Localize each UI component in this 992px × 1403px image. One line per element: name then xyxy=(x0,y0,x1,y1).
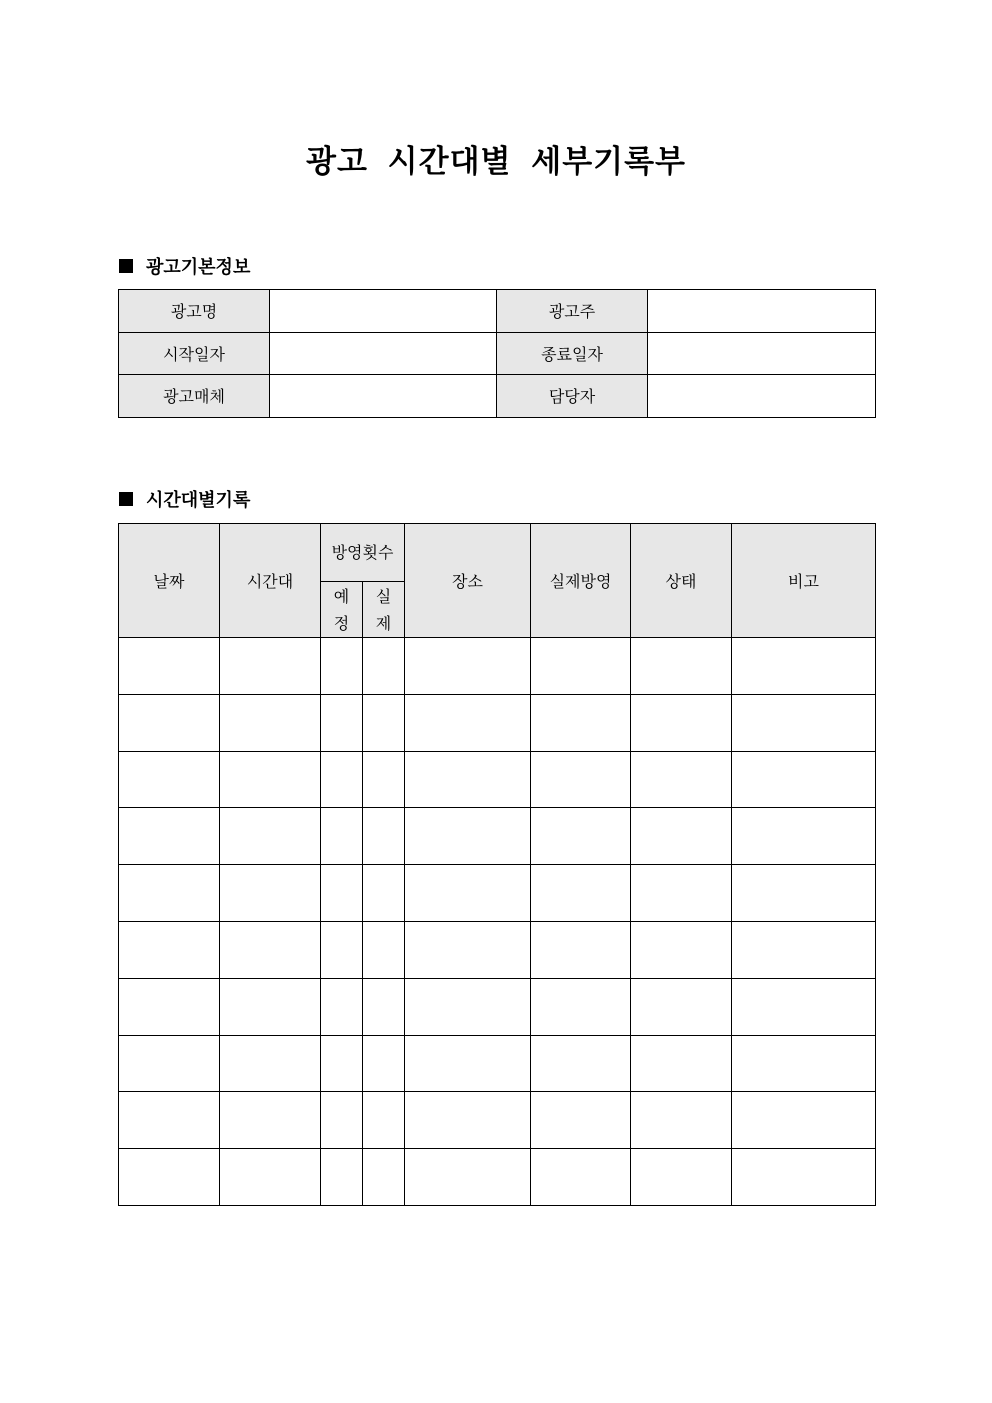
location-cell[interactable] xyxy=(405,751,531,808)
time-slot-cell[interactable] xyxy=(220,694,321,751)
status-cell[interactable] xyxy=(631,751,732,808)
date-cell[interactable] xyxy=(119,1035,220,1092)
planned-count-cell[interactable] xyxy=(321,1149,363,1206)
section-heading-label: 광고기본정보 xyxy=(146,257,251,278)
actual-count-cell[interactable] xyxy=(363,751,405,808)
remarks-cell[interactable] xyxy=(732,638,876,695)
remarks-cell[interactable] xyxy=(732,1035,876,1092)
actual-broadcast-cell[interactable] xyxy=(531,808,631,865)
date-cell[interactable] xyxy=(119,638,220,695)
remarks-cell[interactable] xyxy=(732,921,876,978)
actual-count-cell[interactable] xyxy=(363,1035,405,1092)
actual-count-cell[interactable] xyxy=(363,808,405,865)
info-value-field[interactable] xyxy=(270,290,497,333)
table-row xyxy=(119,1035,876,1092)
column-header-location: 장소 xyxy=(405,524,531,638)
table-row xyxy=(119,638,876,695)
actual-count-cell[interactable] xyxy=(363,1092,405,1149)
status-cell[interactable] xyxy=(631,694,732,751)
square-bullet-icon xyxy=(119,259,133,273)
actual-count-cell[interactable] xyxy=(363,865,405,922)
info-row xyxy=(119,375,876,418)
planned-count-cell[interactable] xyxy=(321,808,363,865)
status-cell[interactable] xyxy=(631,808,732,865)
planned-count-cell[interactable] xyxy=(321,1092,363,1149)
status-cell[interactable] xyxy=(631,978,732,1035)
table-row xyxy=(119,921,876,978)
remarks-cell[interactable] xyxy=(732,865,876,922)
column-header-actual-broadcast: 실제방영 xyxy=(531,524,631,638)
actual-count-cell[interactable] xyxy=(363,694,405,751)
time-slot-cell[interactable] xyxy=(220,638,321,695)
actual-broadcast-cell[interactable] xyxy=(531,978,631,1035)
location-cell[interactable] xyxy=(405,1035,531,1092)
location-cell[interactable] xyxy=(405,1092,531,1149)
planned-count-cell[interactable] xyxy=(321,694,363,751)
time-slot-cell[interactable] xyxy=(220,1092,321,1149)
location-cell[interactable] xyxy=(405,921,531,978)
remarks-cell[interactable] xyxy=(732,751,876,808)
actual-broadcast-cell[interactable] xyxy=(531,751,631,808)
location-cell[interactable] xyxy=(405,808,531,865)
location-cell[interactable] xyxy=(405,865,531,922)
date-cell[interactable] xyxy=(119,808,220,865)
actual-broadcast-cell[interactable] xyxy=(531,1149,631,1206)
time-slot-cell[interactable] xyxy=(220,978,321,1035)
status-cell[interactable] xyxy=(631,1035,732,1092)
column-header-date: 날짜 xyxy=(119,524,220,638)
info-value-field[interactable] xyxy=(648,290,876,333)
info-label: 종료일자 xyxy=(497,332,648,375)
status-cell[interactable] xyxy=(631,921,732,978)
actual-broadcast-cell[interactable] xyxy=(531,865,631,922)
section-heading-basic-info xyxy=(119,253,250,279)
date-cell[interactable] xyxy=(119,1149,220,1206)
info-label: 광고주 xyxy=(497,290,648,333)
actual-count-cell[interactable] xyxy=(363,1149,405,1206)
basic-info-table xyxy=(118,289,876,418)
info-value-field[interactable] xyxy=(270,375,497,418)
table-row xyxy=(119,808,876,865)
table-row xyxy=(119,694,876,751)
planned-count-cell[interactable] xyxy=(321,978,363,1035)
planned-count-cell[interactable] xyxy=(321,751,363,808)
page-title: 광고 시간대별 세부기록부 xyxy=(306,144,686,180)
location-cell[interactable] xyxy=(405,694,531,751)
date-cell[interactable] xyxy=(119,921,220,978)
status-cell[interactable] xyxy=(631,638,732,695)
info-label: 담당자 xyxy=(497,375,648,418)
info-label: 광고매체 xyxy=(119,375,270,418)
time-slot-cell[interactable] xyxy=(220,1035,321,1092)
section-heading-records xyxy=(119,486,250,512)
location-cell[interactable] xyxy=(405,1149,531,1206)
actual-count-cell[interactable] xyxy=(363,978,405,1035)
remarks-cell[interactable] xyxy=(732,694,876,751)
actual-broadcast-cell[interactable] xyxy=(531,921,631,978)
time-slot-cell[interactable] xyxy=(220,808,321,865)
actual-broadcast-cell[interactable] xyxy=(531,638,631,695)
remarks-cell[interactable] xyxy=(732,1092,876,1149)
column-header-actual: 실제 xyxy=(363,582,405,638)
column-header-time-slot: 시간대 xyxy=(220,524,321,638)
table-row xyxy=(119,751,876,808)
actual-broadcast-cell[interactable] xyxy=(531,1035,631,1092)
date-cell[interactable] xyxy=(119,694,220,751)
date-cell[interactable] xyxy=(119,1092,220,1149)
date-cell[interactable] xyxy=(119,978,220,1035)
status-cell[interactable] xyxy=(631,1149,732,1206)
status-cell[interactable] xyxy=(631,865,732,922)
info-value-field[interactable] xyxy=(270,332,497,375)
location-cell[interactable] xyxy=(405,638,531,695)
info-row xyxy=(119,290,876,333)
time-slot-cell[interactable] xyxy=(220,1149,321,1206)
location-cell[interactable] xyxy=(405,978,531,1035)
info-row xyxy=(119,332,876,375)
table-row xyxy=(119,1149,876,1206)
actual-count-cell[interactable] xyxy=(363,638,405,695)
time-slot-records-table xyxy=(118,523,876,1206)
planned-count-cell[interactable] xyxy=(321,921,363,978)
actual-broadcast-cell[interactable] xyxy=(531,1092,631,1149)
info-value-field[interactable] xyxy=(648,375,876,418)
actual-count-cell[interactable] xyxy=(363,921,405,978)
column-header-broadcast-count: 방영횟수 xyxy=(321,524,405,582)
time-slot-cell[interactable] xyxy=(220,751,321,808)
section-heading-label: 시간대별기록 xyxy=(146,490,251,511)
planned-count-cell[interactable] xyxy=(321,638,363,695)
info-label: 광고명 xyxy=(119,290,270,333)
date-cell[interactable] xyxy=(119,865,220,922)
remarks-cell[interactable] xyxy=(732,978,876,1035)
planned-count-cell[interactable] xyxy=(321,865,363,922)
column-header-remarks: 비고 xyxy=(732,524,876,638)
time-slot-cell[interactable] xyxy=(220,921,321,978)
planned-count-cell[interactable] xyxy=(321,1035,363,1092)
table-row xyxy=(119,865,876,922)
actual-broadcast-cell[interactable] xyxy=(531,694,631,751)
table-row xyxy=(119,1092,876,1149)
info-label: 시작일자 xyxy=(119,332,270,375)
remarks-cell[interactable] xyxy=(732,808,876,865)
time-slot-cell[interactable] xyxy=(220,865,321,922)
table-row xyxy=(119,978,876,1035)
info-value-field[interactable] xyxy=(648,332,876,375)
date-cell[interactable] xyxy=(119,751,220,808)
column-header-status: 상태 xyxy=(631,524,732,638)
status-cell[interactable] xyxy=(631,1092,732,1149)
remarks-cell[interactable] xyxy=(732,1149,876,1206)
square-bullet-icon xyxy=(119,492,133,506)
column-header-planned: 예정 xyxy=(321,582,363,638)
